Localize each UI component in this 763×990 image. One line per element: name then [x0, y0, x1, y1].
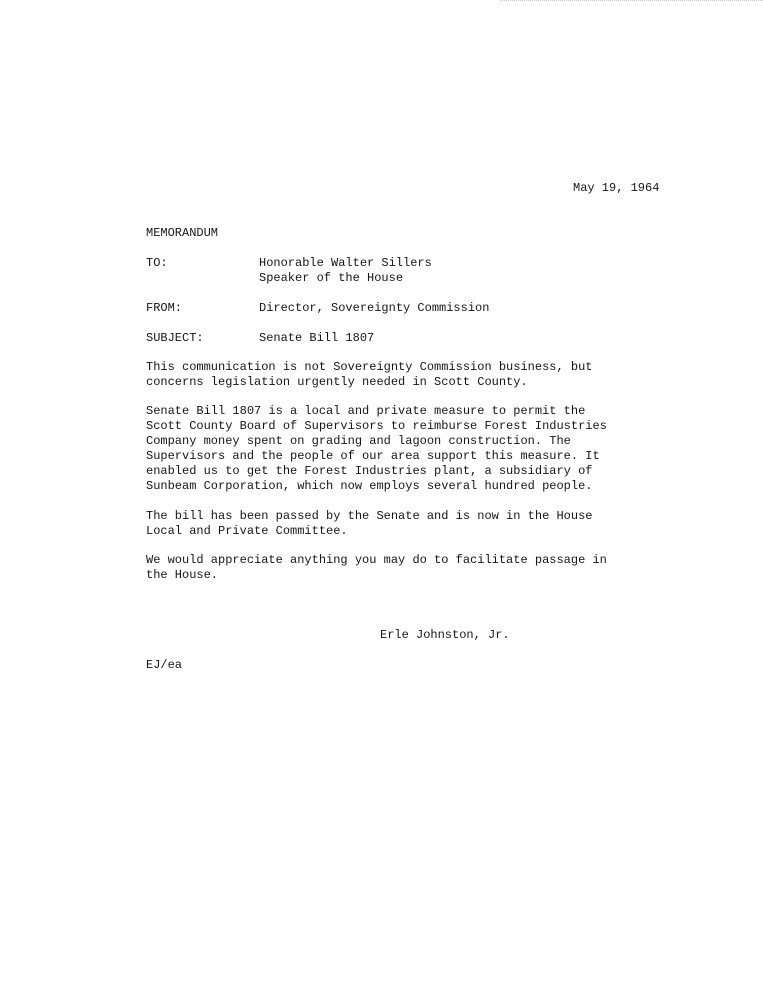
body-line: Scott County Board of Supervisors to reimburse Forest Industries [146, 419, 607, 433]
to-label: TO: [146, 256, 168, 270]
body-line: This communication is not Sovereignty Commission business, but [146, 360, 593, 374]
body-line: Supervisors and the people of our area support this measure. It [146, 449, 600, 463]
body-line: Sunbeam Corporation, which now employs several hundred people. [146, 479, 593, 493]
body-line: concerns legislation urgently needed in Scott County. [146, 375, 528, 389]
memo-date: May 19, 1964 [573, 181, 660, 195]
typist-initials: EJ/ea [146, 658, 183, 672]
body-paragraph-request [146, 553, 646, 583]
body-paragraph-bill-details [146, 404, 646, 494]
body-line: the House. [146, 568, 219, 582]
body-line: Senate Bill 1807 is a local and private measure to permit the [146, 404, 586, 418]
to-recipient-name: Honorable Walter Sillers [259, 256, 432, 270]
body-paragraph-intro [146, 360, 646, 390]
page-edge-divider [500, 0, 763, 1]
body-line: We would appreciate anything you may do to facilitate passage in [146, 553, 607, 567]
subject-label: SUBJECT: [146, 331, 204, 345]
signature-name: Erle Johnston, Jr. [380, 628, 510, 642]
body-line: enabled us to get the Forest Industries plant, a subsidiary of [146, 464, 593, 478]
body-line: Local and Private Committee. [146, 524, 348, 538]
body-line: The bill has been passed by the Senate and is now in the House [146, 509, 593, 523]
to-recipient-title: Speaker of the House [259, 271, 404, 285]
from-label: FROM: [146, 301, 183, 315]
memo-heading: MEMORANDUM [146, 226, 219, 240]
from-value: Director, Sovereignty Commission [259, 301, 490, 315]
subject-value: Senate Bill 1807 [259, 331, 375, 345]
body-paragraph-status [146, 509, 646, 539]
body-line: Company money spent on grading and lagoon construction. The [146, 434, 571, 448]
